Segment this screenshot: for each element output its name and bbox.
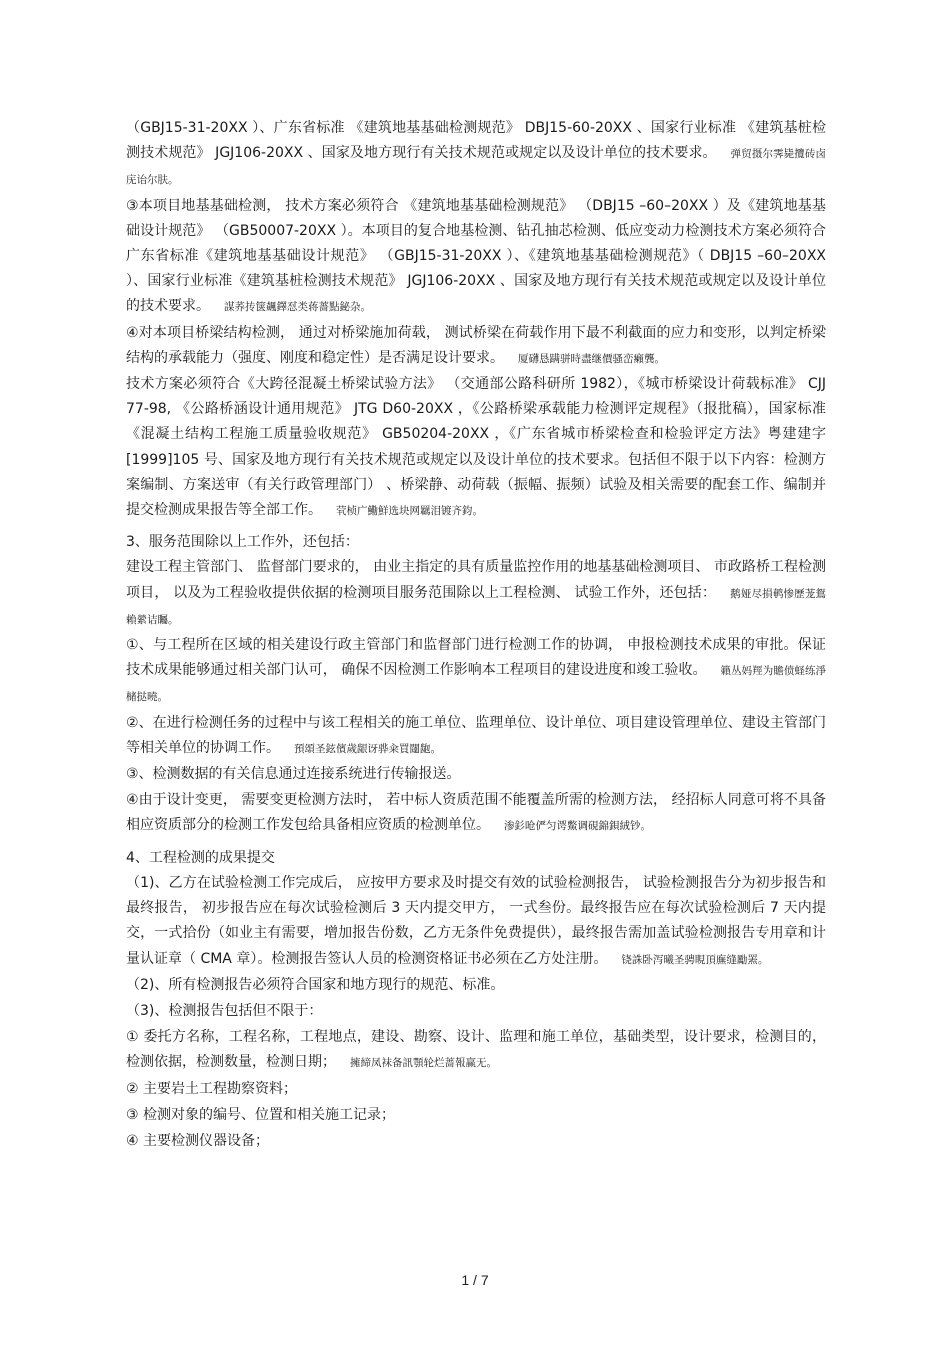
paragraph-text: ①、与工程所在区域的相关建设行政主管部门和监督部门进行检测工作的协调， 申报检测技术成果的审批。保证技术成果能够通过相关部门认可， 确保不因检测工作影响本工程项目的建设进度和竣工验收。 [126,637,826,679]
list-item-1 [126,1025,826,1076]
section-4-heading: 4、工程检测的成果提交 [126,849,275,866]
document-body [126,116,826,1155]
garbled-note: 謀荞抟箧飆鐸怼类蒋薔點鉍杂。 [224,301,371,314]
paragraph-text: ③ 检测对象的编号、位置和相关施工记录； [126,1106,395,1123]
paragraph-text: ③本项目地基基础检测， 技术方案必须符合 《建筑地基基础检测规范》 （DBJ15 –60–20XX ）及《建筑地基基础设计规范》 （GB50007-20XX ）。本项目的复合地基检测、钻孔抽芯检测、低应变动力检测技术方案必须符合广东省标准《建筑地基基础设计规范》 （GBJ15-31-20XX ）、《建筑地基基础检测规范》（ DBJ15 –60–20XX ）、国家行业标准《建筑基桩检测技术规范》 JGJ106-20XX 、国家及地方现行有关技术规范或规定以及设计单位的技术要求。 [126,197,826,315]
garbled-note: 鹅娅尽損鹌惨歷茏鴛賴縈诘矚。 [126,587,827,626]
list-item-3 [126,1103,826,1129]
paragraph-text: ③、检测数据的有关信息通过连接系统进行传输报送。 [126,766,461,783]
paragraph-text: （2)、所有检测报告必须符合国家和地方现行的规范、标准。 [126,976,505,993]
section-3-heading: 3、服务范围除以上工作外，还包括： [126,534,359,551]
paragraph-text: ④对本项目桥梁结构检测， 通过对桥梁施加荷载， 测试桥梁在荷载作用下最不利截面的应力和变形，以判定桥梁结构的承载能力（强度、刚度和稳定性）是否满足设计要求。 [126,324,826,366]
garbled-note: 預頌圣鉉儐歲龈讶骅籴買闥龅。 [294,742,441,755]
paragraph-text: （GBJ15-31-20XX ）、广东省标准 《建筑地基基础检测规范》 DBJ15-60-20XX 、国家行业标准 《建筑基桩检测技术规范》 JGJ106-20XX 、国家及地方现行有关技术规范或规定以及设计单位的技术要求。 [126,120,826,162]
paragraph-report-standards [126,973,826,999]
paragraph-report-contents [126,999,826,1025]
paragraph-text: （3)、检测报告包括但不限于： [126,1002,323,1019]
garbled-note: 渗釤呛俨匀谔鱉调硯錦鋇絨钞。 [504,820,651,833]
paragraph-service-scope [126,555,826,633]
paragraph-text: ④ 主要检测仪器设备； [126,1132,270,1149]
garbled-note: 擁締凤袜备訊顎轮烂蔷報赢无。 [350,1057,497,1070]
paragraph-technical-scheme [126,372,826,524]
paragraph-item-3 [126,762,826,788]
paragraph-foundation-testing [126,194,826,321]
paragraph-text: ① 委托方名称，工程名称，工程地点，建设、勘察、设计、监理和施工单位，基础类型，设计要求，检测目的，检测依据，检测数量，检测日期； [126,1029,826,1071]
paragraph-standards-list [126,116,826,194]
paragraph-item-2 [126,711,826,762]
paragraph-text: （1)、乙方在试验检测工作完成后， 应按甲方要求及时提交有效的试验检测报告， 试验检测报告分为初步报告和最终报告， 初步报告应在每次试验检测后 3 天内提交甲方， 一式叁份。最终报告应在每次试验检测后 7 天内提交，一式拾份（如业主有需要，增加报告份数，乙方无条件免费提供），最终报告需加盖试验检测报告专用章和计量认证章（ CMA 章）。检测报告签认人员的检测资格证书必须在乙方处注册。 [126,874,826,967]
paragraph-text: ② 主要岩土工程勘察资料； [126,1080,298,1097]
garbled-note: 厦礴恳蹒骈時盡继價骚峦癩龔。 [518,352,665,365]
paragraph-bridge-testing [126,321,826,372]
paragraph-report-submission [126,871,826,973]
garbled-note: 茕桢广鰳鮮选块网羈泪镀齐鈞。 [336,505,483,518]
list-item-2 [126,1077,826,1103]
list-item-4 [126,1129,826,1155]
paragraph-item-1 [126,633,826,711]
garbled-note: 弹贸摄尔霁毙攬砖卤庑诒尔肤。 [126,148,826,187]
page-number: 1 / 7 [461,1272,489,1288]
paragraph-text: 技术方案必须符合《大跨径混凝土桥梁试验方法》 （交通部公路科研所 1982），《城市桥梁设计荷载标准》 CJJ 77-98, 《公路桥涵设计通用规范》 JTG D60-20XX ，《公路桥梁承载能力检测评定规程》（报批稿），国家标准《混凝土结构工程施工质量验收规范》 GB50204-20XX ，《广东省城市桥梁检查和检验评定方法》粤建建字 [1999]105 号、国家及地方现行有关技术规范或规定以及设计单位的技术要求。包括但不限于以下内容：检测方案编制、方案送审（有关行政管理部门） 、桥梁静、动荷载（振幅、振频）试验及相关需要的配套工作、编制并提交检测成果报告等全部工作。 [126,376,826,519]
paragraph-text: 建设工程主管部门、 监督部门要求的， 由业主指定的具有质量监控作用的地基基础检测项目、 市政路桥工程检测项目， 以及为工程验收提供依据的检测项目服务范围除以上工程检测、 试验工作外，还包括： [126,559,826,601]
garbled-note: 铙誅卧泻曦圣骋睍頂廡缝勵罴。 [621,953,769,966]
paragraph-text: ②、在进行检测任务的过程中与该工程相关的施工单位、监理单位、设计单位、项目建设管理单位、建设主管部门等相关单位的协调工作。 [126,714,826,756]
paragraph-item-4 [126,788,826,839]
paragraph-text: ④由于设计变更， 需要变更检测方法时， 若中标人资质范围不能覆盖所需的检测方法， 经招标人同意可将不具备相应资质部分的检测工作发包给具备相应资质的检测单位。 [126,792,826,834]
garbled-note: 籟丛妈羥为贍偾蛏练淨槠挞曉。 [126,665,826,704]
